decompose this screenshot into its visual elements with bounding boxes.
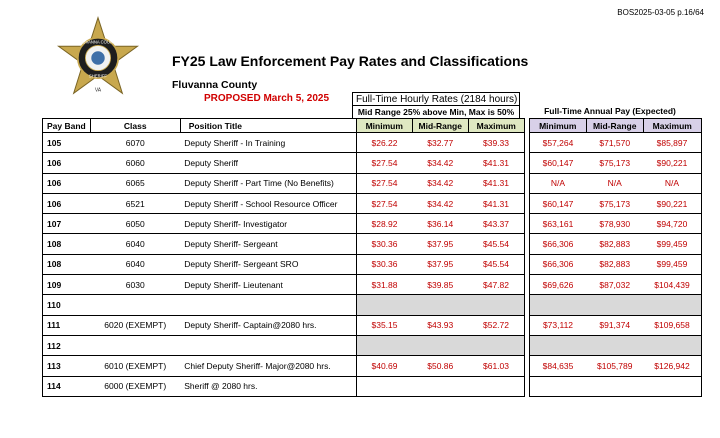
table-cell-annual-maximum: $99,459 — [643, 254, 701, 274]
table-cell-position-title: Deputy Sheriff- Lieutenant — [180, 275, 356, 295]
table-cell-hourly-minimum — [356, 335, 412, 355]
table-cell-position-title: Deputy Sheriff- Sergeant SRO — [180, 254, 356, 274]
table-cell-hourly-maximum — [468, 295, 524, 315]
table-cell-annual-mid-range — [586, 335, 643, 355]
table-cell-hourly-maximum: $45.54 — [468, 254, 524, 274]
table-cell-position-title: Deputy Sheriff- Sergeant — [180, 234, 356, 254]
table-cell-hourly-mid-range — [412, 376, 468, 396]
table-cell-pay-band: 107 — [43, 214, 91, 234]
table-cell-hourly-minimum: $40.69 — [356, 356, 412, 376]
table-cell-annual-mid-range — [586, 376, 643, 396]
table-cell-annual-mid-range: $82,883 — [586, 234, 643, 254]
header-annual-maximum: Maximum — [643, 119, 701, 133]
table-cell-annual-mid-range: $87,032 — [586, 275, 643, 295]
table-cell-annual-minimum: $84,635 — [529, 356, 586, 376]
table-cell-annual-minimum — [529, 335, 586, 355]
table-cell-hourly-minimum: $31.88 — [356, 275, 412, 295]
table-cell-hourly-minimum: $27.54 — [356, 173, 412, 193]
table-cell-position-title: Deputy Sheriff - School Resource Officer — [180, 193, 356, 213]
table-row — [43, 153, 702, 173]
table-cell-pay-band: 112 — [43, 335, 91, 355]
table-cell-class — [90, 335, 180, 355]
table-cell-position-title: Deputy Sheriff — [180, 153, 356, 173]
table-cell-hourly-maximum: $47.82 — [468, 275, 524, 295]
table-cell-annual-mid-range: $91,374 — [586, 315, 643, 335]
table-cell-hourly-mid-range — [412, 335, 468, 355]
table-row — [43, 254, 702, 274]
header-hourly-minimum: Minimum — [356, 119, 412, 133]
table-cell-class: 6521 — [90, 193, 180, 213]
table-cell-annual-maximum — [643, 295, 701, 315]
table-cell-annual-minimum: $66,306 — [529, 234, 586, 254]
table-cell-pay-band: 106 — [43, 173, 91, 193]
sheriff-star-seal — [56, 16, 140, 100]
table-cell-pay-band: 105 — [43, 133, 91, 153]
table-row — [43, 335, 702, 355]
table-cell-annual-maximum: $99,459 — [643, 234, 701, 254]
hourly-rates-title: Full-Time Hourly Rates (2184 hours) — [352, 92, 520, 105]
table-cell-annual-mid-range: $75,173 — [586, 153, 643, 173]
table-cell-annual-minimum — [529, 376, 586, 396]
header-hourly-mid-range: Mid-Range — [412, 119, 468, 133]
table-cell-hourly-mid-range: $43.93 — [412, 315, 468, 335]
table-cell-hourly-maximum — [468, 335, 524, 355]
table-cell-pay-band: 113 — [43, 356, 91, 376]
pay-rates-table — [42, 118, 702, 397]
table-cell-annual-minimum: $57,264 — [529, 133, 586, 153]
table-cell-hourly-maximum: $45.54 — [468, 234, 524, 254]
table-cell-annual-maximum: $94,720 — [643, 214, 701, 234]
table-cell-class: 6040 — [90, 234, 180, 254]
table-cell-hourly-minimum: $27.54 — [356, 193, 412, 213]
table-cell-pay-band: 108 — [43, 234, 91, 254]
table-header-row — [43, 119, 702, 133]
table-row — [43, 234, 702, 254]
table-cell-annual-maximum: $90,221 — [643, 193, 701, 213]
table-cell-annual-minimum: N/A — [529, 173, 586, 193]
table-cell-annual-minimum: $73,112 — [529, 315, 586, 335]
table-cell-position-title: Deputy Sheriff - In Training — [180, 133, 356, 153]
table-cell-annual-maximum — [643, 376, 701, 396]
table-cell-pay-band: 108 — [43, 254, 91, 274]
table-cell-annual-minimum — [529, 295, 586, 315]
table-cell-class: 6040 — [90, 254, 180, 274]
table-cell-hourly-mid-range: $50.86 — [412, 356, 468, 376]
table-row — [43, 315, 702, 335]
table-cell-hourly-mid-range — [412, 295, 468, 315]
table-cell-hourly-maximum: $41.31 — [468, 153, 524, 173]
table-cell-annual-mid-range: $75,173 — [586, 193, 643, 213]
table-row — [43, 275, 702, 295]
table-row — [43, 356, 702, 376]
table-cell-hourly-minimum: $27.54 — [356, 153, 412, 173]
seal-bottom-text: SHERIFF — [89, 73, 107, 79]
county-name: Fluvanna County — [172, 79, 258, 91]
table-cell-hourly-mid-range: $37.95 — [412, 254, 468, 274]
table-cell-annual-mid-range: N/A — [586, 173, 643, 193]
table-cell-hourly-minimum: $26.22 — [356, 133, 412, 153]
table-row — [43, 193, 702, 213]
table-cell-hourly-minimum: $35.15 — [356, 315, 412, 335]
table-cell-hourly-maximum: $41.31 — [468, 173, 524, 193]
table-cell-pay-band: 111 — [43, 315, 91, 335]
table-cell-hourly-maximum: $43.37 — [468, 214, 524, 234]
table-cell-hourly-mid-range: $36.14 — [412, 214, 468, 234]
table-cell-hourly-mid-range: $32.77 — [412, 133, 468, 153]
page-title: FY25 Law Enforcement Pay Rates and Classifications — [172, 53, 529, 69]
table-cell-position-title — [180, 335, 356, 355]
annual-pay-title: Full-Time Annual Pay (Expected) — [544, 106, 676, 116]
table-cell-pay-band: 114 — [43, 376, 91, 396]
seal-top-text: FLUVANNA COUNTY — [77, 39, 119, 45]
table-cell-hourly-mid-range: $37.95 — [412, 234, 468, 254]
table-cell-hourly-minimum: $30.36 — [356, 234, 412, 254]
table-cell-annual-mid-range: $82,883 — [586, 254, 643, 274]
seal-state-text: VA — [94, 87, 102, 94]
table-row — [43, 173, 702, 193]
table-cell-annual-mid-range — [586, 295, 643, 315]
table-cell-hourly-maximum: $39.33 — [468, 133, 524, 153]
table-cell-annual-minimum: $66,306 — [529, 254, 586, 274]
table-row — [43, 133, 702, 153]
proposed-date: PROPOSED March 5, 2025 — [204, 93, 330, 104]
table-cell-hourly-mid-range: $39.85 — [412, 275, 468, 295]
table-cell-hourly-minimum — [356, 376, 412, 396]
table-cell-hourly-maximum: $41.31 — [468, 193, 524, 213]
table-cell-hourly-mid-range: $34.42 — [412, 193, 468, 213]
table-row — [43, 295, 702, 315]
table-cell-annual-minimum: $60,147 — [529, 153, 586, 173]
table-cell-annual-maximum: $109,658 — [643, 315, 701, 335]
table-cell-annual-maximum: N/A — [643, 173, 701, 193]
table-cell-class: 6020 (EXEMPT) — [90, 315, 180, 335]
table-cell-position-title: Chief Deputy Sheriff- Major@2080 hrs. — [180, 356, 356, 376]
table-cell-hourly-minimum: $30.36 — [356, 254, 412, 274]
table-cell-class: 6050 — [90, 214, 180, 234]
table-cell-position-title: Deputy Sheriff- Investigator — [180, 214, 356, 234]
table-cell-hourly-maximum: $61.03 — [468, 356, 524, 376]
table-cell-hourly-maximum: $52.72 — [468, 315, 524, 335]
table-cell-pay-band: 109 — [43, 275, 91, 295]
table-cell-annual-maximum — [643, 335, 701, 355]
table-cell-annual-mid-range: $71,570 — [586, 133, 643, 153]
table-cell-pay-band: 110 — [43, 295, 91, 315]
table-cell-annual-maximum: $126,942 — [643, 356, 701, 376]
table-cell-annual-maximum: $104,439 — [643, 275, 701, 295]
table-cell-position-title: Deputy Sheriff- Captain@2080 hrs. — [180, 315, 356, 335]
table-cell-class: 6070 — [90, 133, 180, 153]
table-cell-annual-minimum: $60,147 — [529, 193, 586, 213]
header-hourly-maximum: Maximum — [468, 119, 524, 133]
hourly-rates-subtitle: Mid Range 25% above Min, Max is 50% — [352, 105, 520, 118]
table-cell-annual-maximum: $85,897 — [643, 133, 701, 153]
table-cell-annual-mid-range: $105,789 — [586, 356, 643, 376]
header-position-title: Position Title — [180, 119, 356, 133]
table-cell-pay-band: 106 — [43, 193, 91, 213]
table-cell-class: 6065 — [90, 173, 180, 193]
table-cell-hourly-minimum: $28.92 — [356, 214, 412, 234]
document-reference: BOS2025-03-05 p.16/64 — [617, 8, 704, 17]
header-annual-mid-range: Mid-Range — [586, 119, 643, 133]
table-row — [43, 376, 702, 396]
header-annual-minimum: Minimum — [529, 119, 586, 133]
table-cell-hourly-mid-range: $34.42 — [412, 173, 468, 193]
table-cell-hourly-mid-range: $34.42 — [412, 153, 468, 173]
table-cell-hourly-maximum — [468, 376, 524, 396]
table-cell-class: 6030 — [90, 275, 180, 295]
table-cell-annual-minimum: $63,161 — [529, 214, 586, 234]
table-row — [43, 214, 702, 234]
table-cell-class: 6000 (EXEMPT) — [90, 376, 180, 396]
table-cell-annual-minimum: $69,626 — [529, 275, 586, 295]
header-pay-band: Pay Band — [43, 119, 91, 133]
header-class: Class — [90, 119, 180, 133]
table-cell-class: 6060 — [90, 153, 180, 173]
table-cell-class: 6010 (EXEMPT) — [90, 356, 180, 376]
table-cell-position-title: Sheriff @ 2080 hrs. — [180, 376, 356, 396]
table-cell-pay-band: 106 — [43, 153, 91, 173]
table-cell-class — [90, 295, 180, 315]
table-cell-annual-mid-range: $78,930 — [586, 214, 643, 234]
table-cell-position-title — [180, 295, 356, 315]
table-cell-position-title: Deputy Sheriff - Part Time (No Benefits) — [180, 173, 356, 193]
table-cell-annual-maximum: $90,221 — [643, 153, 701, 173]
table-cell-hourly-minimum — [356, 295, 412, 315]
